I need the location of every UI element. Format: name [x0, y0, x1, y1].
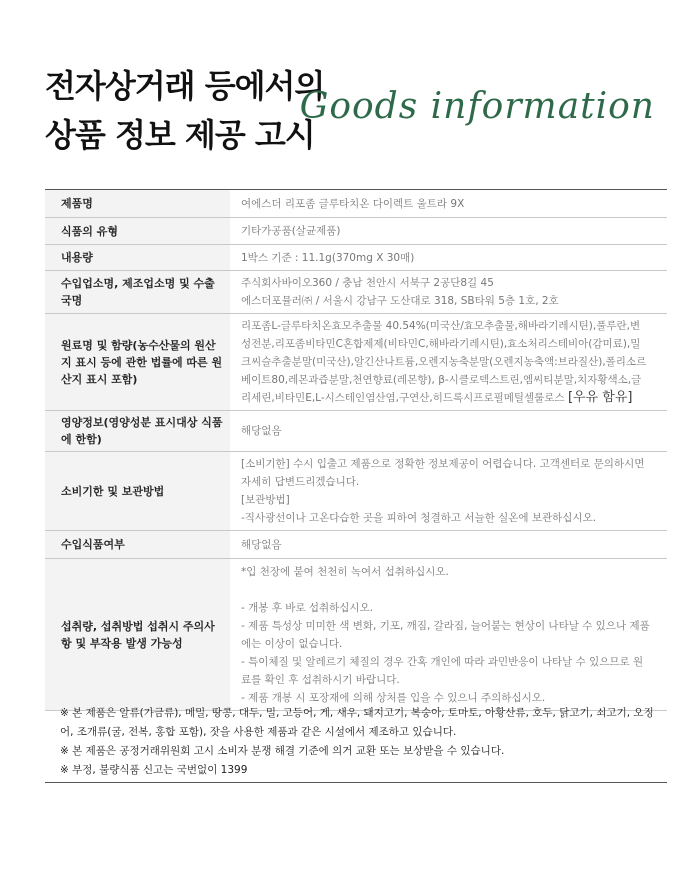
value-line: - 제품 개봉 시 포장재에 의해 상처를 입을 수 있으니 주의하십시오. — [241, 691, 546, 704]
milk-allergen-highlight: [우유 함유] — [567, 390, 633, 405]
value-line: 해당없음 — [241, 425, 282, 437]
value-line: [소비기한] 수시 입출고 제품으로 정확한 정보제공이 어렵습니다. 고객센터로 문의하시면 — [241, 458, 645, 470]
table-row — [45, 218, 667, 245]
row-label: 소비기한 및 보관방법 — [45, 452, 230, 531]
table-row — [45, 559, 667, 711]
table-row — [45, 245, 667, 271]
row-value — [230, 271, 667, 314]
goods-information-script-title: Goods information — [299, 86, 655, 127]
value-line: 크씨슬추출분말(미국산),알긴산나트륨,오렌지농축분말(오렌지농축액:브라질산),폴리소르 — [241, 356, 647, 368]
value-line: 에스더포뮬러㈜ / 서울시 강남구 도산대로 318, SB타워 5층 1호, 2호 — [241, 295, 559, 307]
row-value — [230, 452, 667, 531]
value-line: [보관방법] — [241, 494, 290, 506]
row-value — [230, 559, 667, 711]
table-row — [45, 314, 667, 411]
value-line: - 특이체질 및 알레르기 체질의 경우 간혹 개인에 따라 과민반응이 나타날 수 있으므로 원 — [241, 655, 644, 668]
value-text: 리세린,비타민E,L-시스테인염산염,구연산,히드록시프로필메틸셀룰로스 — [241, 392, 565, 404]
consumer-dispute-note: ※ 본 제품은 공정거래위원회 고시 소비자 분쟁 해결 기준에 의거 교환 또는 보상받을 수 있습니다. — [60, 745, 505, 757]
row-label: 영양정보(영양성분 표시대상 식품에 한함) — [45, 411, 230, 452]
allergen-facility-note-cont: 어, 조개류(굴, 전복, 홍합 포함), 잣을 사용한 제품과 같은 시설에서 제조하고 있습니다. — [60, 726, 457, 738]
row-value — [230, 190, 667, 218]
table-row — [45, 531, 667, 559]
table-row — [45, 452, 667, 531]
value-line: 성전분,리포좀비타민C혼합제제(비타민C,해바라기레시틴),효소처리스테비아(감미료),밀 — [241, 338, 641, 350]
value-line: -직사광선이나 고온다습한 곳을 피하여 청결하고 서늘한 실온에 보관하십시오. — [241, 512, 597, 524]
row-value — [230, 245, 667, 271]
row-label: 수입식품여부 — [45, 531, 230, 559]
table-row — [45, 190, 667, 218]
title-line-1: 전자상거래 등에서의 — [45, 67, 325, 105]
value-line: 1박스 기준 : 11.1g(370mg X 30매) — [241, 251, 415, 264]
value-line: - 제품 특성상 미미한 색 변화, 기포, 깨짐, 갈라짐, 늘어붙는 현상이 나타날 수 있으나 제품 — [241, 619, 650, 632]
value-line: 베이트80,레몬과즙분말,천연향료(레몬향), β-시클로덱스트린,엠씨티분말,치자황색소,글 — [241, 374, 642, 386]
value-line — [241, 389, 661, 407]
value-line: 여에스더 리포좀 글루타치온 다이렉트 울트라 9X — [241, 197, 465, 210]
bottom-divider — [45, 782, 667, 783]
title-line-2: 상품 정보 제공 고시 — [45, 116, 315, 154]
row-value — [230, 411, 667, 452]
allergen-facility-note: ※ 본 제품은 알류(가금류), 메밀, 땅콩, 대두, 밀, 고등어, 게, 새우, 돼지고기, 복숭아, 토마토, 아황산류, 호두, 닭고기, 쇠고기, 오징 — [60, 707, 654, 719]
row-value — [230, 218, 667, 245]
page-header — [45, 62, 655, 172]
value-line: 료를 확인 후 섭취하시기 바랍니다. — [241, 673, 400, 686]
row-label: 원료명 및 함량(농수산물의 원산지 표시 등에 관한 법률에 따른 원산지 표시 포함) — [45, 314, 230, 411]
value-line: 기타가공품(살균제품) — [241, 225, 341, 237]
table-row — [45, 411, 667, 452]
report-hotline-note: ※ 부정, 불량식품 신고는 국번없이 1399 — [60, 764, 248, 776]
value-line: 리포좀L-글루타치온효모추출물 40.54%(미국산/효모추출물,해바라기레시틴),풀루란,변 — [241, 320, 641, 332]
value-line: - 개봉 후 바로 섭취하십시오. — [241, 601, 374, 614]
footnotes — [60, 704, 660, 780]
row-label: 제품명 — [45, 190, 230, 218]
row-label: 섭취량, 섭취방법 섭취시 주의사항 및 부작용 발생 가능성 — [45, 559, 230, 711]
row-value — [230, 531, 667, 559]
value-line: 주식회사바이오360 / 충남 천안시 서북구 2공단8길 45 — [241, 277, 494, 289]
row-label: 식품의 유형 — [45, 218, 230, 245]
value-line: 해당없음 — [241, 538, 282, 551]
value-line: 자세히 답변드리겠습니다. — [241, 476, 360, 488]
row-label: 수입업소명, 제조업소명 및 수출국명 — [45, 271, 230, 314]
row-label: 내용량 — [45, 245, 230, 271]
value-line — [241, 581, 661, 599]
product-info-table — [45, 189, 667, 711]
value-line: *입 천장에 붙여 천천히 녹여서 섭취하십시오. — [241, 565, 449, 578]
row-value — [230, 314, 667, 411]
table-row — [45, 271, 667, 314]
value-line: 에는 이상이 없습니다. — [241, 637, 343, 650]
